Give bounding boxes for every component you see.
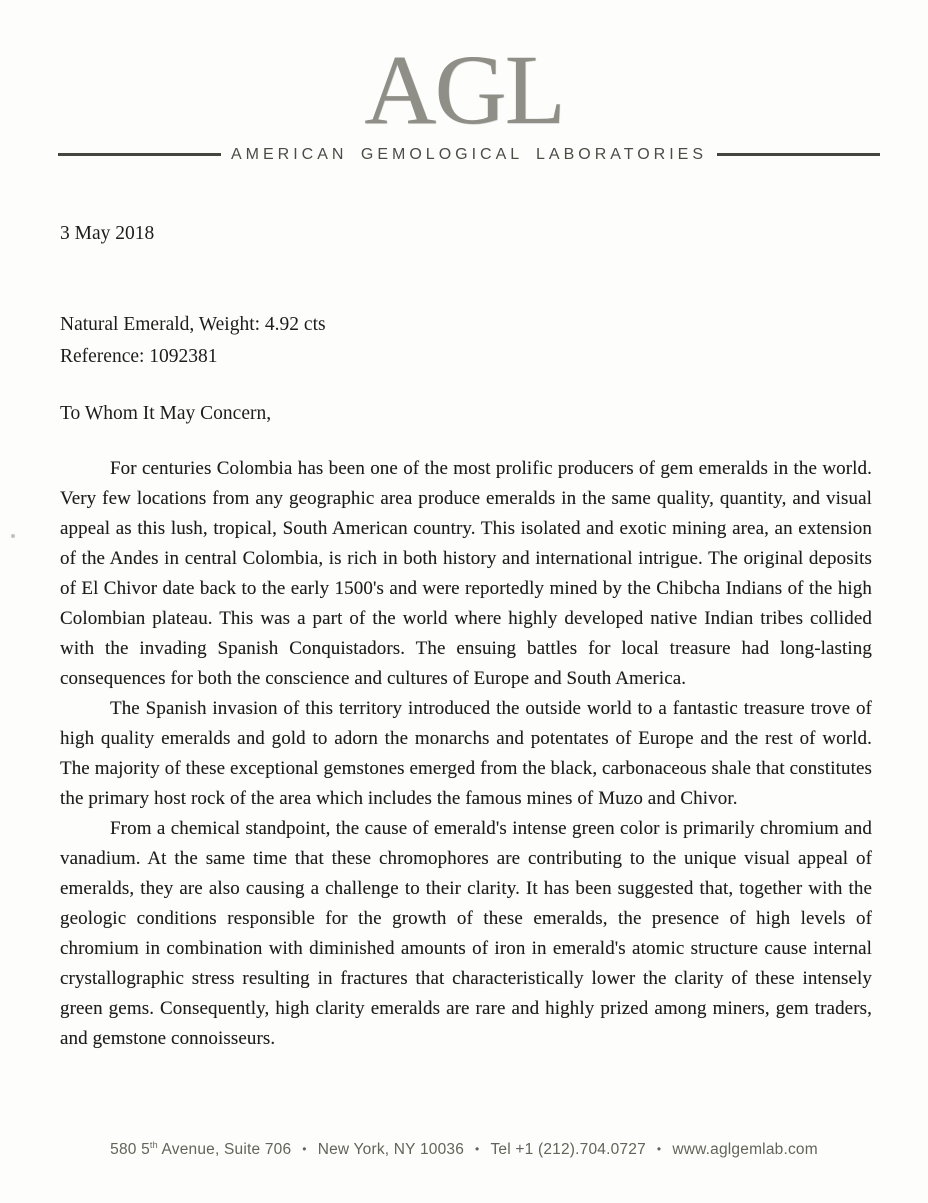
paragraph-3: From a chemical standpoint, the cause of emerald's intense green color is primarily chromium and vanadium. At the same time that these chromophores are contributing to the unique visual appeal of emeralds, they are also causing a challenge to their clarity. It has been suggested that, together with the geologic conditions responsible for the growth of these emeralds, the presence of high levels of chromium in combination with diminished amounts of iron in emerald's atomic structure cause internal crystallographic stress resulting in fractures that characteristically lower the clarity of these intensely green gems. Consequently, high clarity emeralds are rare and highly prized among miners, gem traders, and gemstone connoisseurs. bbox=[60, 818, 872, 1049]
letter-content bbox=[60, 219, 872, 1054]
footer-address bbox=[110, 1141, 291, 1158]
subject-block bbox=[60, 309, 872, 373]
footer-bullet-1: • bbox=[302, 1142, 307, 1156]
footer-address-number: 580 5 bbox=[110, 1141, 150, 1158]
subject-reference-line: Reference: 1092381 bbox=[60, 346, 218, 367]
org-name-row bbox=[58, 146, 880, 163]
subject-item-line: Natural Emerald, Weight: 4.92 cts bbox=[60, 314, 326, 335]
letter-body bbox=[60, 454, 872, 1054]
footer-address-street: Avenue, Suite 706 bbox=[157, 1141, 292, 1158]
letter-date: 3 May 2018 bbox=[60, 223, 155, 244]
divider-line-left bbox=[58, 153, 221, 156]
footer-bullet-3: • bbox=[656, 1142, 662, 1156]
paragraph-1: For centuries Colombia has been one of the most prolific producers of gem emeralds in the world. Very few locations from any geographic area produce emeralds in the same quality, quantity, and visual appeal as this lush, tropical, South American country. This isolated and exotic mining area, an extension of the Andes in central Colombia, is rich in both history and international intrigue. The original deposits of El Chivor date back to the early 1500's and were reportedly mined by the Chibcha Indians of the high Colombian plateau. This was a part of the world where highly developed native Indian tribes collided with the invading Spanish Conquistadors. The ensuing battles for local treasure had long-lasting consequences for both the conscience and cultures of Europe and South America. bbox=[60, 458, 872, 689]
footer-contact-line bbox=[0, 1138, 928, 1161]
footer-city: New York, NY 10036 bbox=[317, 1141, 465, 1158]
paragraph-2: The Spanish invasion of this territory introduced the outside world to a fantastic treasure trove of high quality emeralds and gold to adorn the monarchs and potentates of Europe and the rest of world. The majority of these exceptional gemstones emerged from the black, carbonaceous shale that constitutes the primary host rock of the area which includes the famous mines of Muzo and Chivor. bbox=[60, 698, 872, 809]
salutation: To Whom It May Concern, bbox=[60, 403, 272, 424]
agl-logo: AGL bbox=[364, 34, 564, 145]
divider-line-right bbox=[717, 153, 880, 156]
scan-speck-artifact bbox=[11, 534, 15, 538]
footer-phone: Tel +1 (212).704.0727 bbox=[490, 1141, 646, 1158]
footer-website: www.aglgemlab.com bbox=[672, 1141, 818, 1158]
letterhead bbox=[0, 34, 928, 163]
footer-address-ordinal: th bbox=[149, 1139, 158, 1150]
footer-bullet-2: • bbox=[475, 1142, 480, 1156]
org-name: AMERICAN GEMOLOGICAL LABORATORIES bbox=[231, 146, 707, 163]
